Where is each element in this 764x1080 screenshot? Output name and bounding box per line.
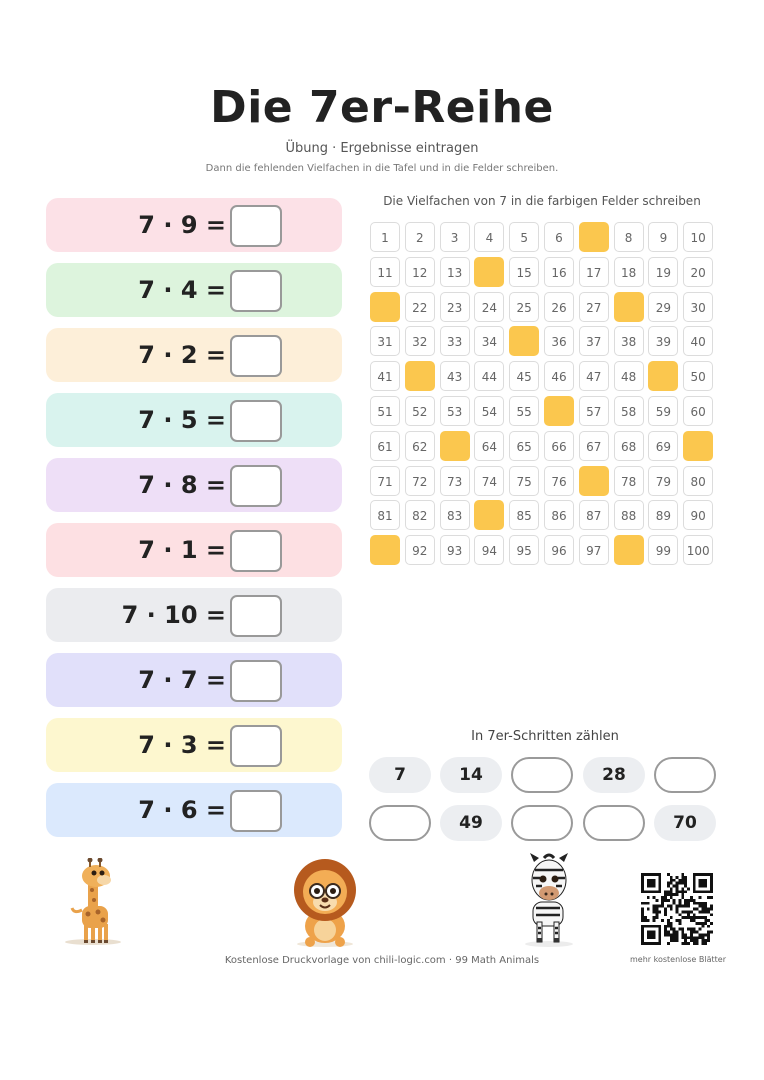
- grid-cell: 92: [405, 535, 435, 565]
- equation-row: [46, 588, 342, 642]
- grid-cell: 39: [648, 326, 678, 356]
- grid-cell: 93: [440, 535, 470, 565]
- grid-heading: Die Vielfachen von 7 in die farbigen Felder schreiben: [383, 194, 701, 208]
- grid-cell: 73: [440, 466, 470, 496]
- grid-cell-blank[interactable]: [405, 361, 435, 391]
- grid-cell: 31: [370, 326, 400, 356]
- grid-cell: 86: [544, 500, 574, 530]
- grid-cell: 32: [405, 326, 435, 356]
- grid-cell: 66: [544, 431, 574, 461]
- grid-cell: 26: [544, 292, 574, 322]
- equation-text: 7 · 9 =: [138, 211, 226, 239]
- grid-cell: 69: [648, 431, 678, 461]
- giraffe-illustration: [58, 858, 128, 946]
- instruction-text: Dann die fehlenden Vielfachen in die Tafel und in die Felder schreiben.: [205, 163, 559, 174]
- grid-cell: 6: [544, 222, 574, 252]
- grid-cell: 10: [683, 222, 713, 252]
- equation-text: 7 · 7 =: [138, 666, 226, 694]
- counting-heading: In 7er-Schritten zählen: [471, 729, 619, 744]
- grid-cell-blank[interactable]: [648, 361, 678, 391]
- grid-cell: 30: [683, 292, 713, 322]
- grid-cell: 62: [405, 431, 435, 461]
- grid-cell: 25: [509, 292, 539, 322]
- grid-cell: 13: [440, 257, 470, 287]
- grid-cell: 37: [579, 326, 609, 356]
- grid-cell: 95: [509, 535, 539, 565]
- grid-cell: 76: [544, 466, 574, 496]
- grid-cell: 11: [370, 257, 400, 287]
- grid-cell-blank[interactable]: [614, 292, 644, 322]
- count-blank[interactable]: [511, 757, 573, 793]
- count-blank[interactable]: [369, 805, 431, 841]
- grid-cell-blank[interactable]: [544, 396, 574, 426]
- answer-box[interactable]: [230, 400, 282, 442]
- grid-cell: 45: [509, 361, 539, 391]
- equation-row: [46, 783, 342, 837]
- grid-cell: 50: [683, 361, 713, 391]
- grid-cell: 18: [614, 257, 644, 287]
- answer-box[interactable]: [230, 790, 282, 832]
- grid-cell: 5: [509, 222, 539, 252]
- grid-cell: 79: [648, 466, 678, 496]
- equation-row: [46, 263, 342, 317]
- answer-box[interactable]: [230, 335, 282, 377]
- grid-cell: 71: [370, 466, 400, 496]
- equation-text: 7 · 8 =: [138, 471, 226, 499]
- count-value: 70: [654, 805, 716, 841]
- grid-cell: 75: [509, 466, 539, 496]
- grid-cell: 81: [370, 500, 400, 530]
- grid-cell: 24: [474, 292, 504, 322]
- grid-cell: 8: [614, 222, 644, 252]
- grid-cell: 38: [614, 326, 644, 356]
- grid-cell-blank[interactable]: [579, 466, 609, 496]
- grid-cell: 88: [614, 500, 644, 530]
- grid-cell: 74: [474, 466, 504, 496]
- grid-cell-blank[interactable]: [509, 326, 539, 356]
- grid-cell-blank[interactable]: [474, 500, 504, 530]
- grid-cell: 80: [683, 466, 713, 496]
- equation-row: [46, 198, 342, 252]
- equation-text: 7 · 6 =: [138, 796, 226, 824]
- count-value: 14: [440, 757, 502, 793]
- grid-cell: 99: [648, 535, 678, 565]
- grid-cell-blank[interactable]: [370, 292, 400, 322]
- grid-cell-blank[interactable]: [579, 222, 609, 252]
- grid-cell: 59: [648, 396, 678, 426]
- equation-row: [46, 653, 342, 707]
- count-blank[interactable]: [583, 805, 645, 841]
- answer-box[interactable]: [230, 270, 282, 312]
- grid-cell: 85: [509, 500, 539, 530]
- grid-cell: 40: [683, 326, 713, 356]
- qr-code: [641, 873, 713, 945]
- equation-text: 7 · 5 =: [138, 406, 226, 434]
- grid-cell: 60: [683, 396, 713, 426]
- count-value: 28: [583, 757, 645, 793]
- equation-row: [46, 718, 342, 772]
- equation-row: [46, 458, 342, 512]
- grid-cell: 34: [474, 326, 504, 356]
- grid-cell: 27: [579, 292, 609, 322]
- grid-cell: 68: [614, 431, 644, 461]
- page-title: Die 7er-Reihe: [210, 82, 554, 133]
- grid-cell: 58: [614, 396, 644, 426]
- equation-row: [46, 328, 342, 382]
- equation-text: 7 · 1 =: [138, 536, 226, 564]
- equation-row: [46, 393, 342, 447]
- answer-box[interactable]: [230, 725, 282, 767]
- footer-credit: Kostenlose Druckvorlage von chili-logic.com · 99 Math Animals: [224, 955, 540, 966]
- grid-cell: 36: [544, 326, 574, 356]
- grid-cell: 41: [370, 361, 400, 391]
- grid-cell: 94: [474, 535, 504, 565]
- equation-text: 7 · 10 =: [121, 601, 226, 629]
- grid-cell: 51: [370, 396, 400, 426]
- grid-cell: 33: [440, 326, 470, 356]
- grid-cell: 22: [405, 292, 435, 322]
- grid-cell: 4: [474, 222, 504, 252]
- count-blank[interactable]: [654, 757, 716, 793]
- lion-illustration: [284, 856, 366, 948]
- grid-cell: 82: [405, 500, 435, 530]
- page-subtitle: Übung · Ergebnisse eintragen: [285, 141, 479, 156]
- grid-cell: 12: [405, 257, 435, 287]
- grid-cell: 9: [648, 222, 678, 252]
- grid-cell: 53: [440, 396, 470, 426]
- equation-row: [46, 523, 342, 577]
- grid-cell: 1: [370, 222, 400, 252]
- grid-cell: 65: [509, 431, 539, 461]
- grid-cell: 78: [614, 466, 644, 496]
- grid-cell: 90: [683, 500, 713, 530]
- count-value: 7: [369, 757, 431, 793]
- grid-cell: 52: [405, 396, 435, 426]
- grid-cell: 57: [579, 396, 609, 426]
- grid-cell: 2: [405, 222, 435, 252]
- grid-cell: 54: [474, 396, 504, 426]
- grid-cell: 47: [579, 361, 609, 391]
- grid-cell-blank[interactable]: [614, 535, 644, 565]
- grid-cell-blank[interactable]: [370, 535, 400, 565]
- answer-box[interactable]: [230, 465, 282, 507]
- answer-box[interactable]: [230, 205, 282, 247]
- count-value: 49: [440, 805, 502, 841]
- grid-cell: 44: [474, 361, 504, 391]
- grid-cell: 96: [544, 535, 574, 565]
- equation-text: 7 · 3 =: [138, 731, 226, 759]
- grid-cell-blank[interactable]: [474, 257, 504, 287]
- equation-text: 7 · 4 =: [138, 276, 226, 304]
- grid-cell: 83: [440, 500, 470, 530]
- grid-cell: 15: [509, 257, 539, 287]
- grid-cell: 67: [579, 431, 609, 461]
- grid-cell: 23: [440, 292, 470, 322]
- grid-cell: 87: [579, 500, 609, 530]
- grid-cell: 43: [440, 361, 470, 391]
- grid-cell: 97: [579, 535, 609, 565]
- grid-cell: 16: [544, 257, 574, 287]
- grid-cell-blank[interactable]: [440, 431, 470, 461]
- zebra-illustration: [516, 852, 582, 948]
- grid-cell: 64: [474, 431, 504, 461]
- grid-cell: 48: [614, 361, 644, 391]
- qr-label: mehr kostenlose Blätter: [629, 955, 726, 964]
- grid-cell: 17: [579, 257, 609, 287]
- grid-cell: 72: [405, 466, 435, 496]
- grid-cell: 89: [648, 500, 678, 530]
- count-blank[interactable]: [511, 805, 573, 841]
- grid-cell: 3: [440, 222, 470, 252]
- answer-box[interactable]: [230, 530, 282, 572]
- grid-cell: 19: [648, 257, 678, 287]
- grid-cell: 29: [648, 292, 678, 322]
- grid-cell: 20: [683, 257, 713, 287]
- answer-box[interactable]: [230, 595, 282, 637]
- answer-box[interactable]: [230, 660, 282, 702]
- equation-text: 7 · 2 =: [138, 341, 226, 369]
- grid-cell: 55: [509, 396, 539, 426]
- grid-cell-blank[interactable]: [683, 431, 713, 461]
- grid-cell: 61: [370, 431, 400, 461]
- grid-cell: 46: [544, 361, 574, 391]
- grid-cell: 100: [683, 535, 713, 565]
